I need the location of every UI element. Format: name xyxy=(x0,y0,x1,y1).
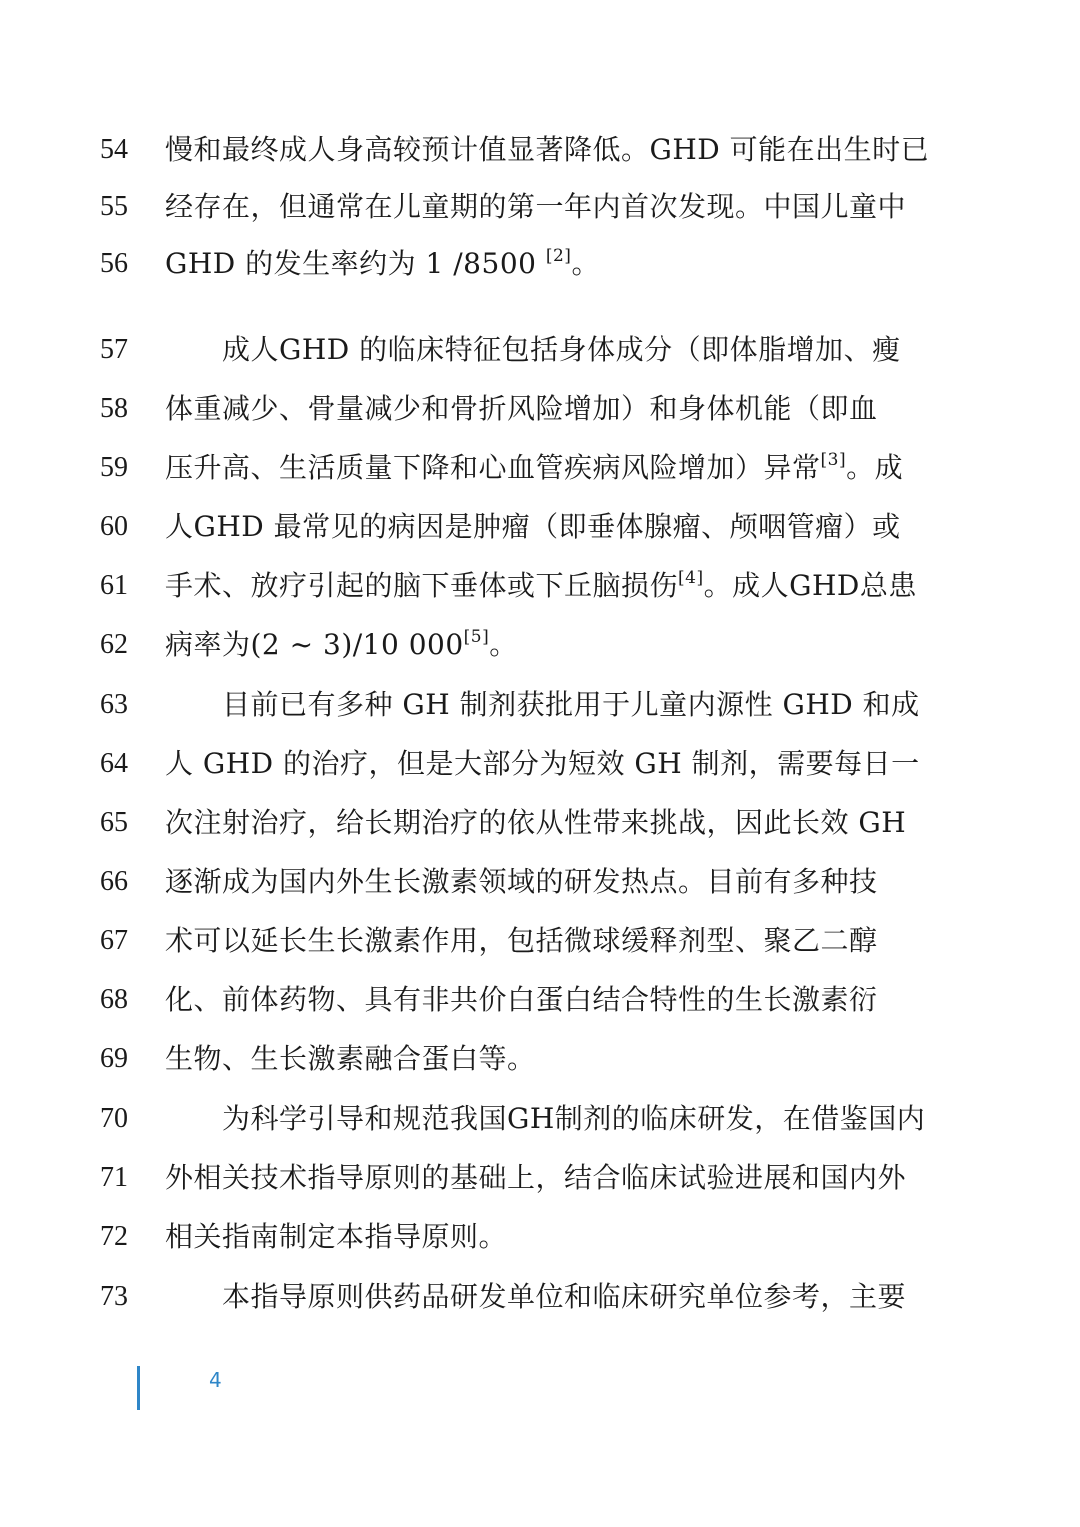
line-text: 经存在，但通常在儿童期的第一年内首次发现。中国儿童中 xyxy=(165,190,907,223)
line-text: 体重减少、骨量减少和骨折风险增加）和身体机能（即血 xyxy=(165,392,878,425)
line-text xyxy=(165,446,925,490)
citation: [2] xyxy=(545,245,572,266)
text-line xyxy=(0,505,1080,549)
line-text-body: GHD 的发生率约为 1 /8500 xyxy=(165,247,546,280)
line-text-body: 病率为(2 ~ 3)/10 000 xyxy=(165,628,464,661)
text-line xyxy=(0,1275,1080,1319)
text-line xyxy=(0,128,1080,172)
line-text: 生物、生长激素融合蛋白等。 xyxy=(165,1042,536,1075)
line-number: 62 xyxy=(100,629,128,660)
line-number: 56 xyxy=(100,248,128,279)
line-number: 58 xyxy=(100,393,128,424)
line-text: 化、前体药物、具有非共价白蛋白结合特性的生长激素衍 xyxy=(165,983,878,1016)
line-number: 65 xyxy=(100,807,128,838)
line-number: 57 xyxy=(100,334,128,365)
text-line xyxy=(0,1037,1080,1081)
line-text: 成人GHD 的临床特征包括身体成分（即体脂增加、瘦 xyxy=(222,333,901,366)
line-text xyxy=(165,623,925,667)
text-line xyxy=(0,860,1080,904)
line-text: 本指导原则供药品研发单位和临床研究单位参考，主要 xyxy=(222,1280,907,1313)
line-text: 慢和最终成人身高较预计值显著降低。GHD 可能在出生时已 xyxy=(165,133,930,166)
text-line xyxy=(0,1097,1080,1141)
text-line xyxy=(0,387,1080,431)
text-line xyxy=(0,328,1080,372)
line-number: 54 xyxy=(100,134,128,165)
line-text: 次注射治疗，给长期治疗的依从性带来挑战，因此长效 GH xyxy=(165,806,907,839)
text-line xyxy=(0,185,1080,229)
text-line xyxy=(0,1156,1080,1200)
text-line xyxy=(0,978,1080,1022)
text-line xyxy=(0,801,1080,845)
text-line xyxy=(0,446,1080,490)
text-line xyxy=(0,742,1080,786)
line-number: 60 xyxy=(100,511,128,542)
line-number: 63 xyxy=(100,689,128,720)
line-number: 64 xyxy=(100,748,128,779)
line-text: 目前已有多种 GH 制剂获批用于儿童内源性 GHD 和成 xyxy=(222,688,920,721)
line-text: 相关指南制定本指导原则。 xyxy=(165,1220,508,1253)
citation: [4] xyxy=(678,567,704,588)
line-text: 外相关技术指导原则的基础上，结合临床试验进展和国内外 xyxy=(165,1161,907,1194)
text-line xyxy=(0,242,1080,286)
line-text: 人GHD 最常见的病因是肿瘤（即垂体腺瘤、颅咽管瘤）或 xyxy=(165,510,901,543)
line-number: 68 xyxy=(100,984,128,1015)
line-number: 59 xyxy=(100,452,128,483)
line-text-tail: 。 xyxy=(571,247,600,280)
line-number: 72 xyxy=(100,1221,128,1252)
page-margin-bar xyxy=(137,1366,140,1410)
line-number: 71 xyxy=(100,1162,128,1193)
line-text-body: 手术、放疗引起的脑下垂体或下丘脑损伤 xyxy=(165,569,679,602)
line-text: 逐渐成为国内外生长激素领域的研发热点。目前有多种技 xyxy=(165,865,878,898)
line-text xyxy=(165,242,925,286)
line-text-tail: 。 xyxy=(489,628,518,661)
line-text-tail: 。成 xyxy=(846,451,904,484)
text-line xyxy=(0,683,1080,727)
line-text: 人 GHD 的治疗，但是大部分为短效 GH 制剂，需要每日一 xyxy=(165,747,920,780)
line-number: 70 xyxy=(100,1103,128,1134)
line-text: 术可以延长生长激素作用，包括微球缓释剂型、聚乙二醇 xyxy=(165,924,878,957)
page-number: 4 xyxy=(209,1368,222,1392)
line-text: 为科学引导和规范我国GH制剂的临床研发，在借鉴国内 xyxy=(222,1102,926,1135)
line-text-body: 压升高、生活质量下降和心血管疾病风险增加）异常 xyxy=(165,451,821,484)
line-number: 55 xyxy=(100,191,128,222)
line-text xyxy=(165,564,925,608)
text-line xyxy=(0,623,1080,667)
text-line xyxy=(0,1215,1080,1259)
line-text-tail: 。成人GHD总患 xyxy=(703,569,917,602)
line-number: 67 xyxy=(100,925,128,956)
citation: [5] xyxy=(463,626,490,647)
line-number: 61 xyxy=(100,570,128,601)
citation: [3] xyxy=(820,449,847,470)
line-number: 69 xyxy=(100,1043,128,1074)
line-number: 73 xyxy=(100,1281,128,1312)
line-number: 66 xyxy=(100,866,128,897)
text-line xyxy=(0,564,1080,608)
text-line xyxy=(0,919,1080,963)
